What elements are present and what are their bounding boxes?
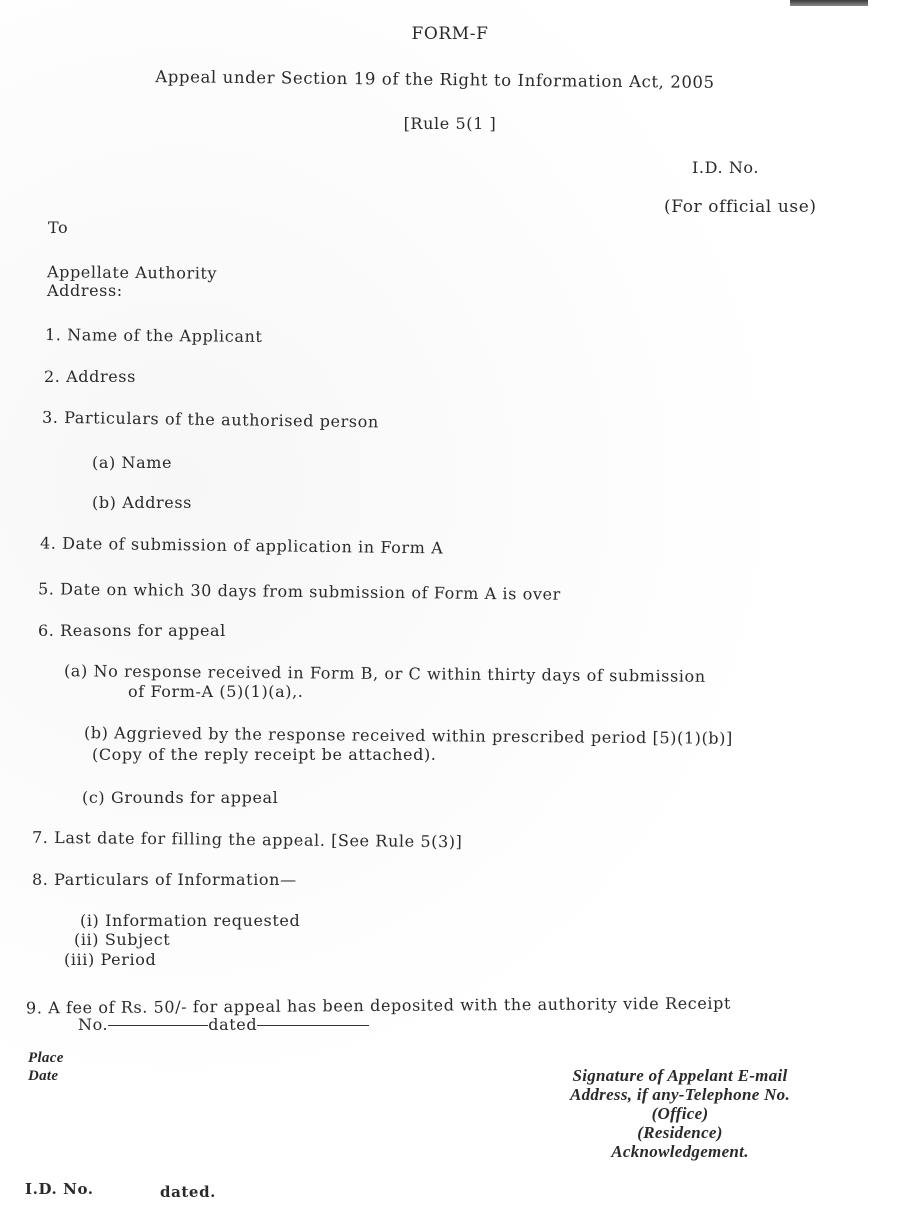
ack-dated: dated. xyxy=(160,1183,216,1201)
office-phone-label: (Office) xyxy=(651,1104,709,1123)
appellate-authority: Appellate Authority xyxy=(46,262,218,283)
item-text: A fee of Rs. 50/- for appeal has been deposited with the authority vide Receipt xyxy=(48,993,732,1018)
item-text: Particulars of Information— xyxy=(54,870,297,889)
item-number: 7. xyxy=(31,827,49,847)
item-text: Reasons for appeal xyxy=(60,621,226,640)
residence-phone-label: (Residence) xyxy=(637,1123,723,1142)
item-number: 5. xyxy=(37,579,55,599)
item-text: Address xyxy=(66,367,136,386)
item-6b-continuation: (Copy of the reply receipt be attached). xyxy=(92,745,437,764)
sub-text: No response received in Form B, or C within thirty days of submission xyxy=(93,661,706,686)
item-8-iii xyxy=(64,950,156,969)
place-label: Place xyxy=(28,1050,64,1066)
sub-text: Grounds for appeal xyxy=(110,788,279,807)
item-8 xyxy=(32,870,297,889)
item-8-ii xyxy=(74,930,170,949)
date-label: Date xyxy=(28,1068,59,1084)
receipt-no-label: No. xyxy=(78,1015,109,1034)
item-text: Particulars of the authorised person xyxy=(64,407,379,432)
item-4 xyxy=(40,534,444,558)
item-text: Name of the Applicant xyxy=(67,325,263,346)
item-number: 4. xyxy=(39,533,57,553)
acknowledgement-heading: Acknowledgement. xyxy=(611,1142,749,1161)
item-9-continuation xyxy=(78,1015,369,1034)
item-5 xyxy=(38,579,561,603)
id-no-label: I.D. No. xyxy=(692,158,760,177)
scan-artifact xyxy=(790,0,868,6)
item-6c xyxy=(82,788,278,807)
form-subtitle: Appeal under Section 19 of the Right to Information Act, 2005 xyxy=(155,67,715,92)
item-number: 9. xyxy=(25,998,43,1018)
ack-id-no: I.D. No. xyxy=(25,1180,94,1198)
sub-text: Information requested xyxy=(105,911,301,930)
signature-line-2: Address, if any-Telephone No. xyxy=(569,1085,791,1104)
authority-address-label: Address: xyxy=(47,281,123,300)
item-7 xyxy=(32,828,463,852)
item-number: 6. xyxy=(38,621,55,640)
sub-number: (iii) xyxy=(64,950,95,969)
sub-number: (a) xyxy=(63,661,88,681)
item-1 xyxy=(45,325,263,346)
to-label: To xyxy=(48,218,69,237)
form-title: FORM-F xyxy=(411,24,489,44)
sub-number: (ii) xyxy=(74,930,100,949)
sub-text: Address xyxy=(122,493,192,512)
signature-block xyxy=(520,1066,840,1161)
item-text: Last date for filling the appeal. [See Rule 5(3)] xyxy=(54,827,463,852)
item-number: 3. xyxy=(41,407,59,427)
sub-text: Name xyxy=(121,453,173,472)
receipt-date-blank[interactable] xyxy=(257,1025,369,1026)
signature-line-1: Signature of Appelant E-mail xyxy=(572,1066,788,1085)
sub-text: Subject xyxy=(104,930,171,949)
item-text: Date on which 30 days from submission of Form A is over xyxy=(60,579,561,604)
item-3 xyxy=(42,408,379,432)
item-8-i xyxy=(80,911,300,930)
sub-number: (c) xyxy=(82,788,106,807)
item-3a xyxy=(92,453,172,472)
sub-number: (i) xyxy=(80,911,100,930)
receipt-dated-label: dated xyxy=(208,1015,258,1034)
sub-number: (b) xyxy=(83,723,109,743)
item-number: 8. xyxy=(32,870,49,889)
receipt-no-blank[interactable] xyxy=(108,1025,208,1026)
sub-number: (b) xyxy=(92,493,117,512)
form-rule: [Rule 5(1 ] xyxy=(403,114,497,133)
official-use-note: (For official use) xyxy=(664,197,817,217)
item-9 xyxy=(26,994,731,1018)
sub-number: (a) xyxy=(92,453,116,472)
item-6 xyxy=(38,621,226,640)
item-6a-continuation: of Form-A (5)(1)(a),. xyxy=(128,682,304,701)
item-number: 2. xyxy=(44,367,61,386)
item-number: 1. xyxy=(44,325,62,345)
item-3b xyxy=(92,493,192,512)
sub-text: Aggrieved by the response received within prescribed period [5)(1)(b)] xyxy=(114,723,733,748)
sub-text: Period xyxy=(100,950,157,969)
item-text: Date of submission of application in Form A xyxy=(62,533,444,558)
item-2 xyxy=(44,367,136,386)
